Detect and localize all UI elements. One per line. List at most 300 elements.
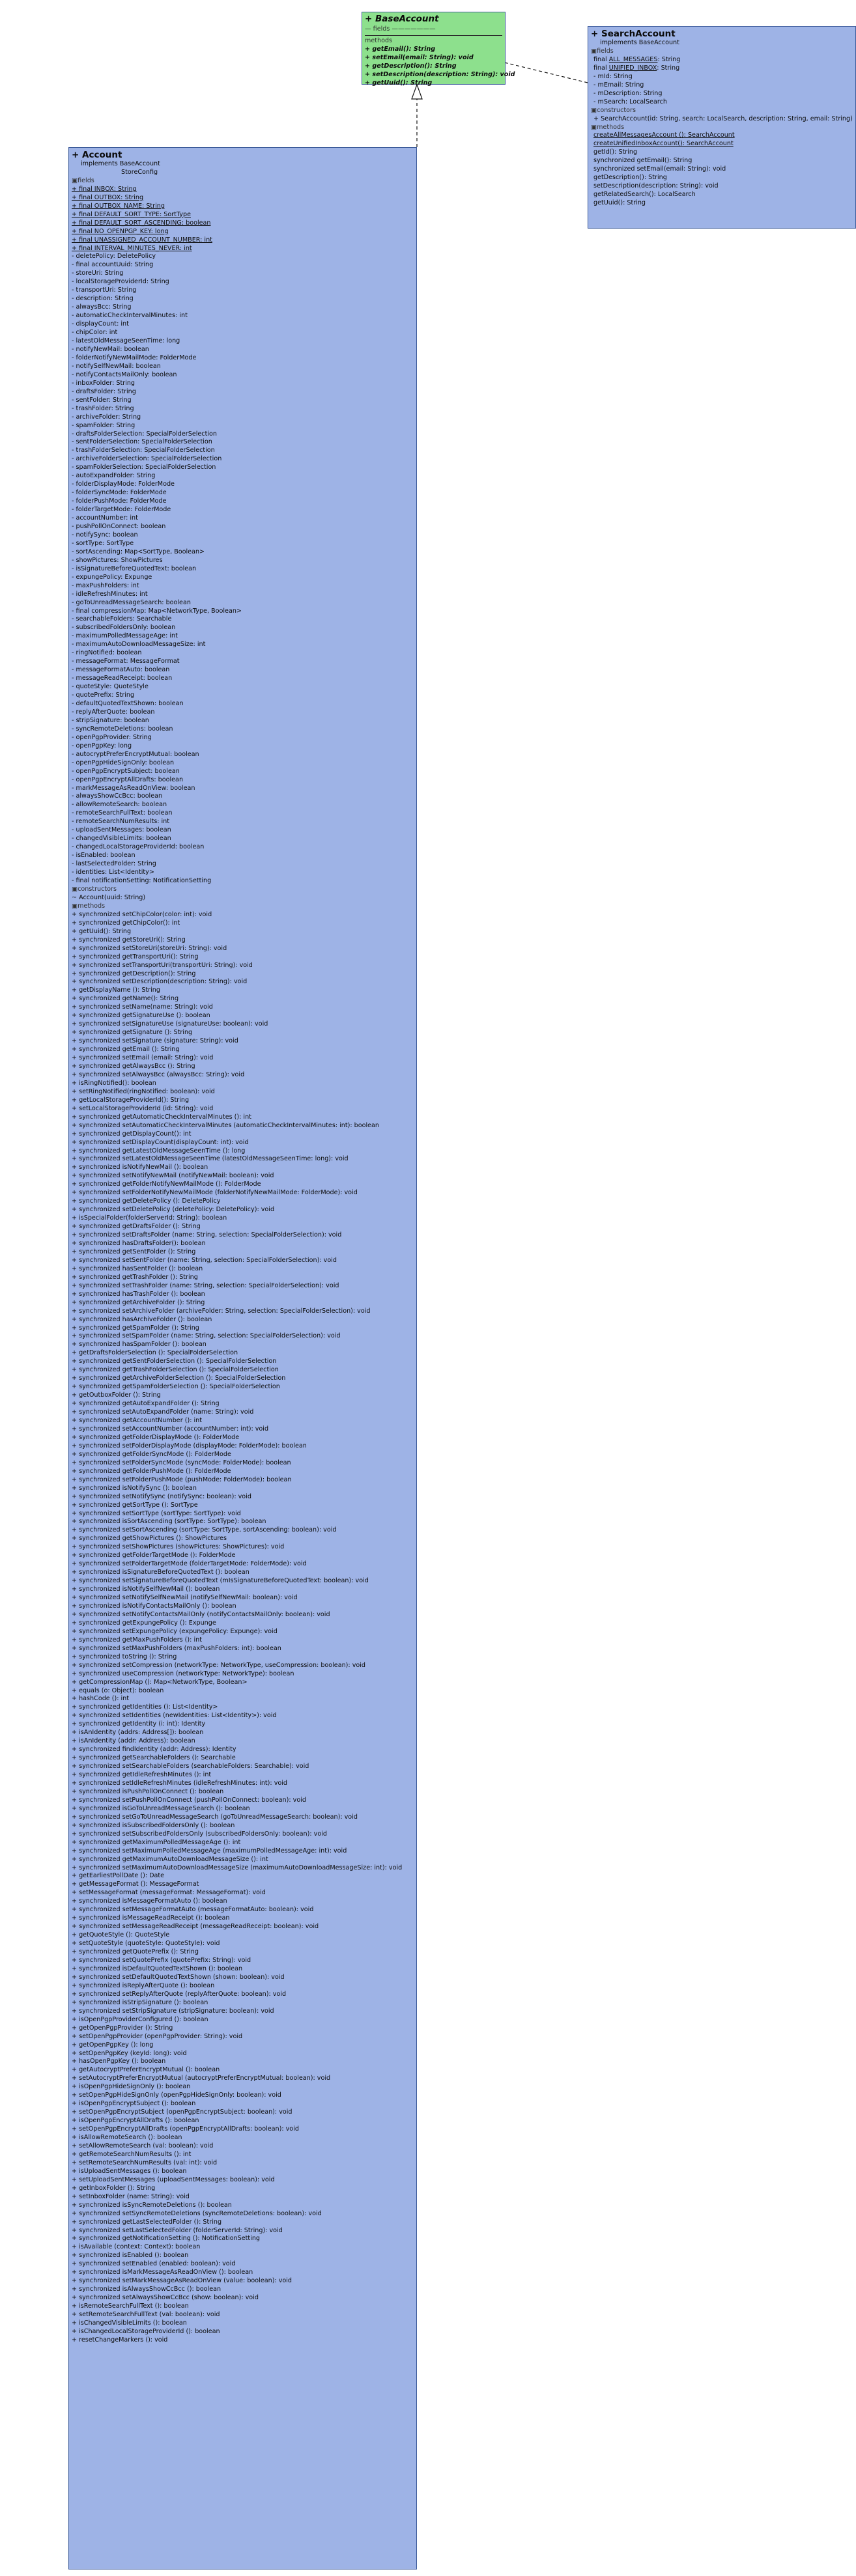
- method: + synchronized isAlwaysShowCcBcc (): boolean: [72, 2286, 221, 2293]
- method: + synchronized setName(name: String): void: [72, 1003, 213, 1011]
- method: + synchronized setLastSelectedFolder (folderServerId: String): void: [72, 2226, 283, 2234]
- field: - ringNotified: boolean: [72, 649, 142, 657]
- method: + synchronized getIdleRefreshMinutes (): int: [72, 1771, 212, 1779]
- method: + synchronized isReplyAfterQuote (): boolean: [72, 1981, 215, 1989]
- field: - folderDisplayMode: FolderMode: [72, 481, 175, 488]
- field: - folderSyncMode: FolderMode: [72, 489, 167, 497]
- field: - searchableFolders: Searchable: [72, 615, 172, 623]
- method: + synchronized getSentFolderSelection (): SpecialFolderSelection: [72, 1358, 277, 1365]
- field: - maxPushFolders: int: [72, 581, 139, 589]
- field: - defaultQuotedTextShown: boolean: [72, 700, 184, 707]
- divider: [365, 35, 502, 36]
- collapse-icon[interactable]: ▣: [72, 885, 78, 893]
- field: - folderNotifyNewMailMode: FolderMode: [72, 354, 197, 361]
- field: - notifySelfNewMail: boolean: [72, 362, 161, 370]
- method: + equals (o: Object): boolean: [72, 1687, 164, 1694]
- field: - folderPushMode: FolderMode: [72, 497, 167, 505]
- field: - maximumAutoDownloadMessageSize: int: [72, 641, 206, 649]
- method: + synchronized getLastSelectedFolder (): String: [72, 2218, 222, 2226]
- field: - mDescription: String: [593, 89, 663, 97]
- field: - quotePrefix: String: [72, 692, 135, 699]
- field: - alwaysShowCcBcc: boolean: [72, 792, 163, 800]
- method: + synchronized getSpamFolderSelection (): SpecialFolderSelection: [72, 1383, 280, 1391]
- field: - messageReadReceipt: boolean: [72, 675, 173, 682]
- method: + synchronized getNotificationSetting (): NotificationSetting: [72, 2235, 260, 2243]
- visibility: +: [72, 150, 83, 160]
- method: + synchronized setAlwaysBcc (alwaysBcc: String): void: [72, 1071, 245, 1078]
- method: + synchronized getArchiveFolderSelection (): SpecialFolderSelection: [72, 1375, 286, 1382]
- field: - notifySync: boolean: [72, 531, 138, 539]
- method: + synchronized isMarkMessageAsReadOnView (): boolean: [72, 2269, 253, 2276]
- method: + getQuoteStyle (): QuoteStyle: [72, 1931, 170, 1939]
- method: + synchronized getFolderTargetMode (): FolderMode: [72, 1552, 236, 1560]
- class-name: BaseAccount: [375, 14, 439, 24]
- field: - draftsFolder: String: [72, 387, 136, 395]
- field: - markMessageAsReadOnView: boolean: [72, 784, 195, 792]
- class-name: SearchAccount: [601, 29, 676, 39]
- method-text: setEmail(email: String): void: [372, 53, 474, 61]
- method: synchronized setEmail(email: String): void: [593, 165, 726, 173]
- collapse-icon[interactable]: ▣: [591, 123, 597, 131]
- method: + synchronized setSyncRemoteDeletions (syncRemoteDeletions: boolean): void: [72, 2209, 322, 2217]
- method: + synchronized getTrashFolderSelection (): SpecialFolderSelection: [72, 1366, 279, 1374]
- implements-text: implements BaseAccount: [600, 39, 679, 46]
- field: - mId: String: [593, 72, 633, 80]
- method: + synchronized getMaximumPolledMessageAge (): int: [72, 1838, 241, 1846]
- collapse-icon[interactable]: ▣: [72, 902, 78, 910]
- method: + synchronized setAccountNumber (accountNumber: int): void: [72, 1425, 269, 1433]
- visibility: +: [591, 29, 602, 39]
- method: + synchronized getDeletePolicy (): DeletePolicy: [72, 1197, 221, 1205]
- field: - archiveFolderSelection: SpecialFolderSelection: [72, 455, 222, 463]
- collapse-icon[interactable]: ▣: [72, 176, 78, 184]
- method: + synchronized setSpamFolder (name: String, selection: SpecialFolderSelection): void: [72, 1332, 341, 1340]
- method: + synchronized getSpamFolder (): String: [72, 1324, 199, 1332]
- field: - trashFolderSelection: SpecialFolderSelection: [72, 447, 215, 455]
- method: + setOpenPgpHideSignOnly (openPgpHideSignOnly: boolean): void: [72, 2092, 281, 2099]
- method: + getOutboxFolder (): String: [72, 1392, 161, 1399]
- field: - pushPollOnConnect: boolean: [72, 522, 166, 530]
- methods-label: methods: [78, 902, 106, 910]
- method: + setAllowRemoteSearch (val: boolean): void: [72, 2142, 214, 2149]
- account-class[interactable]: [68, 147, 417, 2569]
- method: + isRemoteSearchFullText (): boolean: [72, 2303, 189, 2310]
- method: + getUuid(): String: [72, 927, 132, 935]
- method: + synchronized getIdentity (i: int): Identity: [72, 1720, 206, 1728]
- field: - autoExpandFolder: String: [72, 472, 156, 480]
- method: + synchronized getArchiveFolder (): String: [72, 1298, 205, 1306]
- method: + getRemoteSearchNumResults (): int: [72, 2150, 192, 2158]
- field: + final DEFAULT_SORT_TYPE: SortType: [72, 210, 191, 218]
- method: + synchronized setSignatureUse (signatureUse: boolean): void: [72, 1020, 268, 1028]
- field: - subscribedFoldersOnly: boolean: [72, 624, 176, 632]
- method: + resetChangeMarkers (): void: [72, 2336, 168, 2344]
- method: + setUploadSentMessages (uploadSentMessages: boolean): void: [72, 2176, 275, 2183]
- method: + synchronized isPushPollOnConnect (): boolean: [72, 1787, 224, 1795]
- method: + getInboxFolder (): String: [72, 2184, 156, 2192]
- method: + synchronized getTransportUri(): String: [72, 953, 199, 960]
- field: + final DEFAULT_SORT_ASCENDING: boolean: [72, 219, 211, 227]
- method: + synchronized hasSentFolder (): boolean: [72, 1265, 203, 1272]
- interface-marker: +: [365, 14, 376, 24]
- methods-label: methods: [597, 123, 625, 131]
- method: + synchronized setSignature (signature: String): void: [72, 1037, 238, 1045]
- method: + synchronized setDraftsFolder (name: String, selection: SpecialFolderSelection): void: [72, 1231, 342, 1239]
- method: + synchronized getDescription(): String: [72, 970, 196, 977]
- method: + setMessageFormat (messageFormat: MessageFormat): void: [72, 1889, 266, 1897]
- section-rule: ———————: [390, 25, 436, 33]
- method: + synchronized setShowPictures (showPictures: ShowPictures): void: [72, 1543, 285, 1551]
- method: + synchronized isEnabled (): boolean: [72, 2252, 189, 2260]
- constructor: ~ Account(uuid: String): [72, 893, 146, 901]
- method: setDescription(description: String): void: [593, 182, 719, 190]
- field: - sortAscending: Map<SortType, Boolean>: [72, 548, 205, 555]
- field: - mEmail: String: [593, 81, 644, 89]
- method: + synchronized setReplyAfterQuote (replyAfterQuote: boolean): void: [72, 1990, 287, 1998]
- method: + synchronized setMaxPushFolders (maxPushFolders: int): boolean: [72, 1644, 281, 1652]
- field: - alwaysBcc: String: [72, 303, 132, 311]
- method: + synchronized setExpungePolicy (expungePolicy: Expunge): void: [72, 1627, 278, 1635]
- method: + synchronized setDisplayCount(displayCount: int): void: [72, 1138, 249, 1146]
- method: + synchronized setFolderSyncMode (syncMode: FolderMode): boolean: [72, 1459, 291, 1466]
- field: + final INBOX: String: [72, 185, 137, 193]
- method: + synchronized setDescription(description: String): void: [72, 978, 248, 986]
- method: + synchronized setStripSignature (stripSignature: boolean): void: [72, 2007, 274, 2015]
- method: getRelatedSearch(): LocalSearch: [593, 191, 696, 199]
- fields-label: fields: [78, 176, 94, 184]
- method: + synchronized setNotifySelfNewMail (notifySelfNewMail: boolean): void: [72, 1594, 298, 1602]
- method: + synchronized getAutoExpandFolder (): String: [72, 1400, 220, 1408]
- method: + isOpenPgpHideSignOnly (): boolean: [72, 2083, 191, 2091]
- field: - sentFolderSelection: SpecialFolderSelection: [72, 438, 212, 446]
- visibility: +: [365, 53, 373, 61]
- field: - transportUri: String: [72, 287, 137, 294]
- field: - remoteSearchNumResults: int: [72, 818, 170, 826]
- method: + synchronized setFolderTargetMode (folderTargetMode: FolderMode): void: [72, 1560, 307, 1568]
- method: + setLocalStorageProviderId (id: String): void: [72, 1104, 214, 1112]
- method: + synchronized setQuotePrefix (quotePrefix: String): void: [72, 1957, 251, 1965]
- field-prefix: final: [593, 55, 609, 63]
- field: - showPictures: ShowPictures: [72, 556, 163, 564]
- field: + final UNASSIGNED_ACCOUNT_NUMBER: int: [72, 236, 212, 244]
- field: - accountNumber: int: [72, 514, 138, 522]
- fields-list: [591, 56, 853, 107]
- field: - folderTargetMode: FolderMode: [72, 506, 171, 514]
- field-prefix: final: [593, 64, 609, 72]
- field: - sentFolder: String: [72, 396, 132, 404]
- method: + synchronized isNotifySelfNewMail (): boolean: [72, 1586, 220, 1593]
- field: - automaticCheckIntervalMinutes: int: [72, 312, 188, 320]
- method: + synchronized getIdentities (): List<Identity>: [72, 1703, 218, 1711]
- method: + synchronized setTrashFolder (name: String, selection: SpecialFolderSelection): void: [72, 1281, 339, 1289]
- method: + synchronized getFolderSyncMode (): FolderMode: [72, 1450, 231, 1458]
- method: + isAnIdentity (addr: Address): boolean: [72, 1737, 195, 1745]
- method: + isAvailable (context: Context): boolean: [72, 2243, 201, 2251]
- field: - replyAfterQuote: boolean: [72, 708, 155, 716]
- method: + isChangedLocalStorageProviderId (): boolean: [72, 2327, 220, 2335]
- field: - mSearch: LocalSearch: [593, 98, 667, 105]
- method: + setAutocryptPreferEncryptMutual (autocryptPreferEncryptMutual: boolean): void: [72, 2075, 331, 2082]
- method: + synchronized setSubscribedFoldersOnly (subscribedFoldersOnly: boolean): void: [72, 1830, 327, 1838]
- method: + isSpecialFolder(folderServerId: String): boolean: [72, 1214, 227, 1222]
- method: + setRingNotified(ringNotified: boolean): void: [72, 1087, 215, 1095]
- collapse-icon[interactable]: ▣: [591, 106, 597, 114]
- section-marker: —: [365, 25, 373, 33]
- method: + synchronized getChipColor(): int: [72, 919, 180, 927]
- constructors-label: constructors: [78, 885, 117, 893]
- search-account-class[interactable]: [588, 26, 856, 229]
- method: synchronized getEmail(): String: [593, 157, 692, 165]
- method: + synchronized setMessageReadReceipt (messageReadReceipt: boolean): void: [72, 1923, 319, 1931]
- field: - messageFormatAuto: boolean: [72, 666, 170, 674]
- method: + synchronized isMessageFormatAuto (): boolean: [72, 1897, 227, 1905]
- method: + synchronized useCompression (networkType: NetworkType): boolean: [72, 1670, 294, 1677]
- field: - messageFormat: MessageFormat: [72, 658, 180, 665]
- method: + synchronized setMarkMessageAsReadOnView (value: boolean): void: [72, 2277, 292, 2285]
- method: + synchronized setDeletePolicy (deletePolicy: DeletePolicy): void: [72, 1206, 275, 1214]
- field: - openPgpProvider: String: [72, 733, 152, 741]
- method: + synchronized getSearchableFolders (): Searchable: [72, 1754, 236, 1762]
- method: + synchronized getMaxPushFolders (): int: [72, 1636, 202, 1644]
- method: getId(): String: [593, 148, 638, 156]
- method-text: setDescription(description: String): void: [372, 70, 515, 78]
- field: - displayCount: int: [72, 320, 129, 328]
- method: + synchronized isMessageReadReceipt (): boolean: [72, 1914, 230, 1922]
- method: + setOpenPgpProvider (openPgpProvider: String): void: [72, 2032, 243, 2040]
- method-text: getDescription(): String: [372, 62, 457, 70]
- method: + synchronized setPushPollOnConnect (pushPollOnConnect: boolean): void: [72, 1796, 306, 1804]
- method: [365, 54, 502, 63]
- method: + synchronized getSignatureUse (): boolean: [72, 1012, 210, 1020]
- method: + isUploadSentMessages (): boolean: [72, 2167, 187, 2175]
- method: + isChangedVisibleLimits (): boolean: [72, 2319, 187, 2327]
- method: + synchronized setTransportUri(transportUri: String): void: [72, 961, 253, 969]
- field: - isSignatureBeforeQuotedText: boolean: [72, 565, 197, 572]
- method: + synchronized getShowPictures (): ShowPictures: [72, 1535, 227, 1543]
- field: - archiveFolder: String: [72, 413, 141, 421]
- field: [591, 64, 853, 73]
- field: - goToUnreadMessageSearch: boolean: [72, 598, 191, 606]
- method: + synchronized setSortAscending (sortType: SortType, sortAscending: boolean): void: [72, 1526, 337, 1534]
- method: [365, 79, 502, 88]
- field: - idleRefreshMinutes: int: [72, 590, 148, 598]
- field-name: UNIFIED_INBOX: [608, 64, 657, 72]
- method: + synchronized getFolderPushMode (): FolderMode: [72, 1467, 231, 1475]
- method: + synchronized hasSpamFolder (): boolean: [72, 1341, 207, 1349]
- field: - stripSignature: boolean: [72, 716, 149, 724]
- field-name: ALL_MESSAGES: [608, 55, 658, 63]
- constructors-label: constructors: [597, 106, 636, 114]
- method: createAllMessagesAccount (): SearchAccount: [593, 132, 735, 139]
- method: + synchronized setMessageFormatAuto (messageFormatAuto: boolean): void: [72, 1906, 314, 1914]
- visibility: +: [365, 79, 373, 87]
- method: + synchronized setAutoExpandFolder (name: String): void: [72, 1408, 254, 1416]
- visibility: +: [365, 70, 373, 78]
- method: + synchronized getName(): String: [72, 995, 179, 1003]
- method: + synchronized setFolderNotifyNewMailMode (folderNotifyNewMailMode: FolderMode): void: [72, 1189, 358, 1197]
- method: + getMessageFormat (): MessageFormat: [72, 1881, 199, 1888]
- method: + synchronized setStoreUri(storeUri: String): void: [72, 944, 227, 952]
- method: + synchronized setDefaultQuotedTextShown (shown: boolean): void: [72, 1973, 285, 1981]
- field: - final compressionMap: Map<NetworkType, Boolean>: [72, 607, 242, 615]
- field: - maximumPolledMessageAge: int: [72, 632, 178, 640]
- field: - isEnabled: boolean: [72, 852, 136, 860]
- field: [591, 56, 853, 64]
- method: + synchronized getAutomaticCheckIntervalMinutes (): int: [72, 1113, 251, 1121]
- field: - chipColor: int: [72, 329, 118, 337]
- method: + isRingNotified(): boolean: [72, 1079, 156, 1087]
- method: + synchronized isGoToUnreadMessageSearch (): boolean: [72, 1804, 250, 1812]
- method: + synchronized getMaximumAutoDownloadMessageSize (): int: [72, 1855, 268, 1863]
- method: getDescription(): String: [593, 174, 667, 182]
- method: + synchronized toString (): String: [72, 1653, 177, 1660]
- field: - sortType: SortType: [72, 539, 134, 547]
- method: + getDisplayName (): String: [72, 987, 160, 994]
- method: + synchronized setEmail (email: String): void: [72, 1054, 214, 1062]
- field: - final notificationSetting: NotificationSetting: [72, 877, 212, 885]
- method: + synchronized getTrashFolder (): String: [72, 1273, 198, 1281]
- fields-label: fields: [373, 25, 390, 33]
- field-type: : String: [657, 55, 681, 63]
- method: getUuid(): String: [593, 199, 646, 207]
- method: + synchronized getLatestOldMessageSeenTime (): long: [72, 1147, 246, 1155]
- collapse-icon[interactable]: ▣: [591, 47, 597, 55]
- method: + synchronized isSyncRemoteDeletions (): boolean: [72, 2201, 232, 2209]
- method: + getAutocryptPreferEncryptMutual (): boolean: [72, 2066, 220, 2074]
- implements-text: implements BaseAccount: [81, 160, 160, 167]
- method: + synchronized setAutomaticCheckIntervalMinutes (automaticCheckIntervalMinutes: int): boolean: [72, 1121, 380, 1129]
- method: + synchronized setNotifyContactsMailOnly (notifyContactsMailOnly: boolean): void: [72, 1610, 330, 1618]
- field: - notifyNewMail: boolean: [72, 345, 149, 353]
- field: - storeUri: String: [72, 270, 124, 277]
- field: - autocryptPreferEncryptMutual: boolean: [72, 750, 199, 758]
- field: + final INTERVAL_MINUTES_NEVER: int: [72, 244, 192, 252]
- method: + synchronized setCompression (networkType: NetworkType, useCompression: boolean): void: [72, 1661, 365, 1669]
- field: - changedLocalStorageProviderId: boolean: [72, 843, 205, 851]
- method: + synchronized getEmail (): String: [72, 1046, 180, 1054]
- method: + synchronized isNotifySync (): boolean: [72, 1484, 197, 1492]
- constructor: + SearchAccount(id: String, search: LocalSearch, description: String, email: String): [593, 115, 853, 122]
- method: + synchronized getAccountNumber (): int: [72, 1417, 202, 1425]
- field: - localStorageProviderId: String: [72, 278, 169, 286]
- method: + synchronized getAlwaysBcc (): String: [72, 1062, 195, 1070]
- field: - deletePolicy: DeletePolicy: [72, 253, 156, 260]
- implements-text-2: StoreConfig: [121, 168, 158, 176]
- field: - description: String: [72, 295, 134, 303]
- method: + synchronized setGoToUnreadMessageSearch (goToUnreadMessageSearch: boolean): void: [72, 1813, 358, 1821]
- field: - openPgpEncryptAllDrafts: boolean: [72, 776, 184, 783]
- method: + synchronized getSentFolder (): String: [72, 1248, 196, 1255]
- field: - spamFolderSelection: SpecialFolderSelection: [72, 464, 216, 471]
- field: - quoteStyle: QuoteStyle: [72, 683, 149, 691]
- field-type: : String: [657, 64, 680, 72]
- method: + getDraftsFolderSelection (): SpecialFolderSelection: [72, 1349, 238, 1357]
- base-account-class[interactable]: [362, 12, 515, 87]
- method: + synchronized hasArchiveFolder (): boolean: [72, 1315, 212, 1323]
- method: + synchronized setSignatureBeforeQuotedText (mIsSignatureBeforeQuotedText: boolean): void: [72, 1577, 369, 1585]
- method: + setRemoteSearchFullText (val: boolean): void: [72, 2311, 220, 2319]
- method: + setRemoteSearchNumResults (val: int): void: [72, 2159, 218, 2166]
- method: + synchronized setFolderPushMode (pushMode: FolderMode): boolean: [72, 1476, 292, 1483]
- method: + synchronized isSignatureBeforeQuotedText (): boolean: [72, 1569, 250, 1576]
- field: - final accountUuid: String: [72, 261, 154, 269]
- method: + synchronized setIdleRefreshMinutes (idleRefreshMinutes: int): void: [72, 1780, 287, 1787]
- method: + isOpenPgpEncryptSubject (): boolean: [72, 2100, 196, 2108]
- method: + synchronized isDefaultQuotedTextShown (): boolean: [72, 1965, 243, 1972]
- field: - notifyContactsMailOnly: boolean: [72, 371, 177, 378]
- method: + synchronized getDraftsFolder (): String: [72, 1223, 201, 1231]
- field: - draftsFolderSelection: SpecialFolderSelection: [72, 430, 217, 438]
- method: + synchronized setSearchableFolders (searchableFolders: Searchable): void: [72, 1763, 309, 1771]
- method-text: getUuid(): String: [372, 79, 433, 87]
- method: createUnifiedInboxAccount(): SearchAccount: [593, 140, 734, 148]
- field: - trashFolder: String: [72, 404, 134, 412]
- method: + setInboxFolder (name: String): void: [72, 2192, 190, 2200]
- method: + synchronized isNotifyNewMail (): boolean: [72, 1164, 208, 1171]
- field: + final OUTBOX_NAME: String: [72, 202, 165, 210]
- method: + setQuoteStyle (quoteStyle: QuoteStyle): void: [72, 1940, 220, 1948]
- method: + synchronized setAlwaysShowCcBcc (show: boolean): void: [72, 2294, 259, 2302]
- method: + synchronized hasDraftsFolder(): boolean: [72, 1240, 206, 1247]
- method: + synchronized setLatestOldMessageSeenTime (latestOldMessageSeenTime: long): void: [72, 1155, 349, 1163]
- method: + isAllowRemoteSearch (): boolean: [72, 2134, 182, 2142]
- method: + getOpenPgpKey (): long: [72, 2041, 154, 2049]
- methods-list: [591, 132, 853, 208]
- field: - openPgpKey: long: [72, 742, 132, 749]
- visibility: +: [365, 62, 373, 70]
- field: + final NO_OPENPGP_KEY: long: [72, 227, 169, 235]
- method: + setOpenPgpKey (keyId: long): void: [72, 2049, 187, 2057]
- field: - latestOldMessageSeenTime: long: [72, 337, 180, 345]
- methods-list: [72, 911, 414, 2345]
- method: + synchronized setNotifyNewMail (notifyNewMail: boolean): void: [72, 1172, 274, 1180]
- method: + getOpenPgpProvider (): String: [72, 2024, 173, 2032]
- method: [365, 46, 502, 54]
- method: + synchronized setArchiveFolder (archiveFolder: String, selection: SpecialFolderSelection): void: [72, 1307, 371, 1315]
- method: + isOpenPgpProviderConfigured (): boolean: [72, 2015, 208, 2023]
- method: + synchronized getSignature (): String: [72, 1029, 193, 1037]
- field: - lastSelectedFolder: String: [72, 860, 156, 868]
- method: + getEarliestPollDate (): Date: [72, 1872, 165, 1880]
- fields-list: [72, 186, 414, 886]
- method: + synchronized isStripSignature (): boolean: [72, 1998, 208, 2006]
- method: + synchronized setNotifySync (notifySync: boolean): void: [72, 1492, 251, 1500]
- method: + synchronized isSortAscending (sortType: SortType): boolean: [72, 1518, 266, 1526]
- method: + synchronized getExpungePolicy (): Expunge: [72, 1619, 216, 1627]
- method: + synchronized findIdentity (addr: Address): Identity: [72, 1746, 236, 1754]
- field: - openPgpEncryptSubject: boolean: [72, 767, 180, 775]
- method: + synchronized getStoreUri(): String: [72, 936, 186, 944]
- method: + synchronized isNotifyContactsMailOnly (): boolean: [72, 1602, 236, 1610]
- method: + setOpenPgpEncryptAllDrafts (openPgpEncryptAllDrafts: boolean): void: [72, 2125, 299, 2133]
- field: - inboxFolder: String: [72, 379, 135, 387]
- method: + synchronized setEnabled (enabled: boolean): void: [72, 2260, 236, 2268]
- field: - openPgpHideSignOnly: boolean: [72, 759, 175, 766]
- method-text: getEmail(): String: [372, 45, 436, 53]
- method: + synchronized getDisplayCount(): int: [72, 1130, 192, 1138]
- method: + synchronized getFolderNotifyNewMailMode (): FolderMode: [72, 1181, 261, 1188]
- methods-label: methods: [365, 36, 393, 44]
- method: + synchronized getQuotePrefix (): String: [72, 1948, 199, 1956]
- method: + getCompressionMap (): Map<NetworkType, Boolean>: [72, 1678, 248, 1686]
- field: - spamFolder: String: [72, 421, 136, 429]
- field: - allowRemoteSearch: boolean: [72, 801, 167, 809]
- fields-label: fields: [597, 47, 614, 55]
- class-name: Account: [82, 150, 122, 160]
- field: - identities: List<Identity>: [72, 869, 154, 876]
- field: - uploadSentMessages: boolean: [72, 826, 171, 834]
- method: + setOpenPgpEncryptSubject (openPgpEncryptSubject: boolean): void: [72, 2108, 292, 2116]
